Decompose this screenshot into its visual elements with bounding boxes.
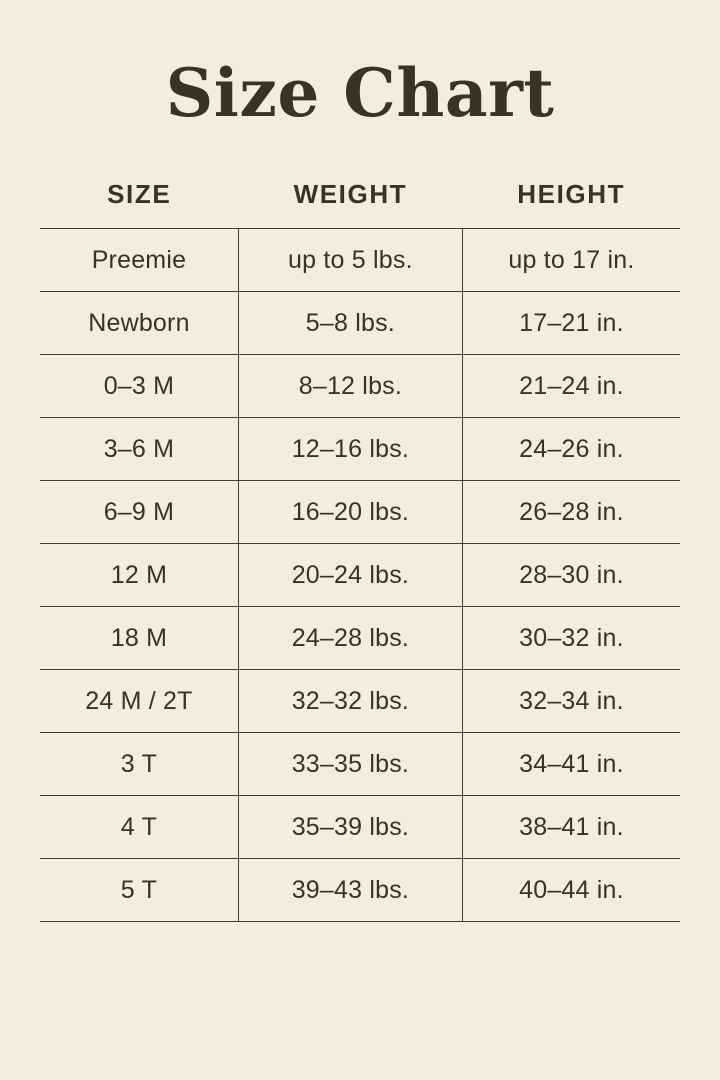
cell-height: 40–44 in.: [462, 859, 680, 922]
cell-size: 12 M: [40, 544, 238, 607]
cell-height: 38–41 in.: [462, 796, 680, 859]
page-title: Size Chart: [165, 54, 555, 132]
cell-weight: 35–39 lbs.: [238, 796, 462, 859]
cell-weight: 33–35 lbs.: [238, 733, 462, 796]
table-row: [40, 292, 680, 355]
table-row: [40, 796, 680, 859]
table-row: [40, 481, 680, 544]
size-chart-table: [40, 173, 680, 922]
column-header-height: HEIGHT: [517, 179, 626, 210]
column-header-weight: WEIGHT: [293, 179, 408, 210]
cell-weight: 39–43 lbs.: [238, 859, 462, 922]
cell-weight: up to 5 lbs.: [238, 229, 462, 292]
table-row: [40, 859, 680, 922]
cell-size: 18 M: [40, 607, 238, 670]
cell-weight: 5–8 lbs.: [238, 292, 462, 355]
cell-weight: 32–32 lbs.: [238, 670, 462, 733]
cell-height: 32–34 in.: [462, 670, 680, 733]
table-row: [40, 670, 680, 733]
table-row: [40, 229, 680, 292]
cell-size: 3–6 M: [40, 418, 238, 481]
table-header: [40, 173, 680, 229]
cell-size: 3 T: [40, 733, 238, 796]
cell-size: 6–9 M: [40, 481, 238, 544]
cell-weight: 16–20 lbs.: [238, 481, 462, 544]
cell-size: 5 T: [40, 859, 238, 922]
table-body: [40, 229, 680, 922]
cell-height: 24–26 in.: [462, 418, 680, 481]
cell-height: 34–41 in.: [462, 733, 680, 796]
column-header-size: SIZE: [107, 179, 172, 210]
table-row: [40, 418, 680, 481]
cell-height: 30–32 in.: [462, 607, 680, 670]
cell-weight: 20–24 lbs.: [238, 544, 462, 607]
table-row: [40, 607, 680, 670]
cell-weight: 8–12 lbs.: [238, 355, 462, 418]
table-row: [40, 544, 680, 607]
cell-height: up to 17 in.: [462, 229, 680, 292]
cell-size: 0–3 M: [40, 355, 238, 418]
cell-height: 26–28 in.: [462, 481, 680, 544]
cell-height: 21–24 in.: [462, 355, 680, 418]
cell-size: Newborn: [40, 292, 238, 355]
table-row: [40, 733, 680, 796]
cell-weight: 24–28 lbs.: [238, 607, 462, 670]
table-row: [40, 355, 680, 418]
cell-size: 24 M / 2T: [40, 670, 238, 733]
cell-height: 17–21 in.: [462, 292, 680, 355]
table-header-row: [40, 173, 680, 229]
cell-height: 28–30 in.: [462, 544, 680, 607]
cell-size: 4 T: [40, 796, 238, 859]
cell-weight: 12–16 lbs.: [238, 418, 462, 481]
cell-size: Preemie: [40, 229, 238, 292]
